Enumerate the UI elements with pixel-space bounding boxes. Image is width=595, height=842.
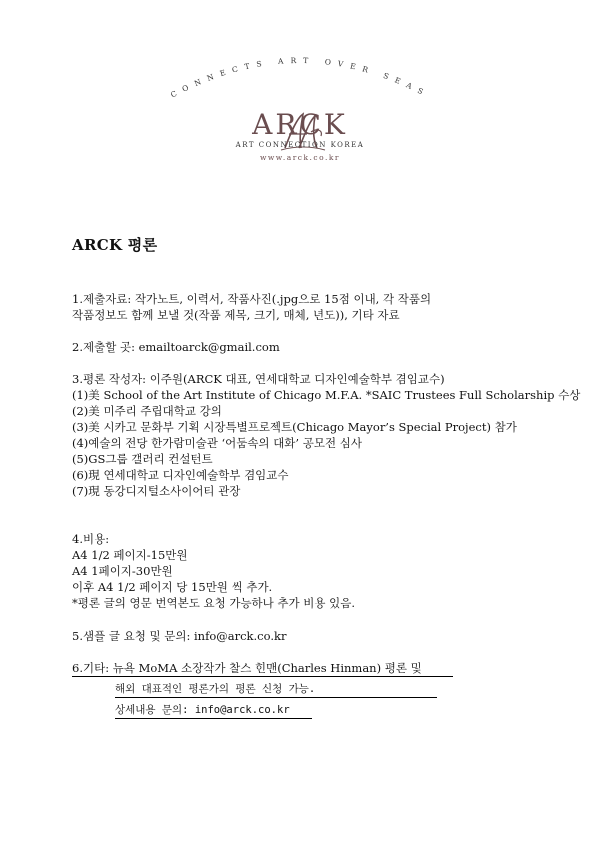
- section-1-line-2: 작품정보도 함께 보낼 것(작품 제목, 크기, 매체, 년도)), 기타 자료: [72, 308, 400, 322]
- cost-line-4: *평론 글의 영문 번역본도 요청 가능하나 추가 비용 있음.: [72, 596, 356, 610]
- section-5-line-1: 5.샘플 글 요청 및 문의: info@arck.co.kr: [72, 629, 287, 643]
- arck-logo: [150, 40, 450, 170]
- logo-brand: ARCK: [252, 108, 348, 141]
- cost-line-2: A4 1페이지-30만원: [72, 564, 173, 578]
- section-submit-to: [72, 339, 280, 355]
- reviewer-credential-5: (5)GS그룹 갤러리 컨설턴트: [72, 452, 213, 466]
- cost-line-1: A4 1/2 페이지-15만원: [72, 548, 188, 562]
- section-other: [72, 660, 453, 719]
- section-reviewer: [72, 371, 580, 499]
- logo-url[interactable]: www.arck.co.kr: [259, 153, 341, 162]
- section-1-line-1: 1.제출자료: 작가노트, 이력서, 작품사진(.jpg으로 15점 이내, 각 작품의: [72, 292, 432, 306]
- section-6-line-2: 해외 대표적인 평론가의 평론 신청 가능.: [115, 681, 437, 698]
- reviewer-credential-3: (3)美 시카고 문화부 기획 시장특별프로젝트(Chicago Mayor’s Special Project) 참가: [72, 420, 517, 434]
- section-sample-request: [72, 628, 286, 644]
- section-6-line-1: 6.기타: 뉴욕 MoMA 소장작가 찰스 힌맨(Charles Hinman) 평론 및: [72, 660, 453, 677]
- section-submission-materials: [72, 291, 431, 323]
- page-title: ARCK 평론: [72, 236, 158, 254]
- section-4-head: 4.비용:: [72, 532, 110, 546]
- logo-arc-text: CONNECTS ART OVER SEAS: [169, 55, 431, 100]
- logo-subtitle: ART CONNECTION KOREA: [235, 141, 365, 149]
- reviewer-credential-6: (6)現 연세대학교 디자인예술학부 겸임교수: [72, 468, 289, 482]
- section-6-line-3: 상세내용 문의: info@arck.co.kr: [115, 702, 312, 719]
- reviewer-credential-4: (4)예술의 전당 한가람미술관 ‘어둠속의 대화’ 공모전 심사: [72, 436, 362, 450]
- section-2-line-1: 2.제출할 곳: emailtoarck@gmail.com: [72, 340, 280, 354]
- section-3-head: 3.평론 작성자: 이주원(ARCK 대표, 연세대학교 디자인예술학부 겸임교수): [72, 372, 445, 386]
- section-cost: [72, 531, 355, 611]
- reviewer-credential-2: (2)美 미주리 주립대학교 강의: [72, 404, 222, 418]
- logo-arc: [150, 40, 450, 110]
- reviewer-credential-7: (7)現 동강디지털소사이어티 관장: [72, 484, 241, 498]
- cost-line-3: 이후 A4 1/2 페이지 당 15만원 씩 추가.: [72, 580, 273, 594]
- reviewer-credential-1: (1)美 School of the Art Institute of Chicago M.F.A. *SAIC Trustees Full Scholarship 수상: [72, 388, 581, 402]
